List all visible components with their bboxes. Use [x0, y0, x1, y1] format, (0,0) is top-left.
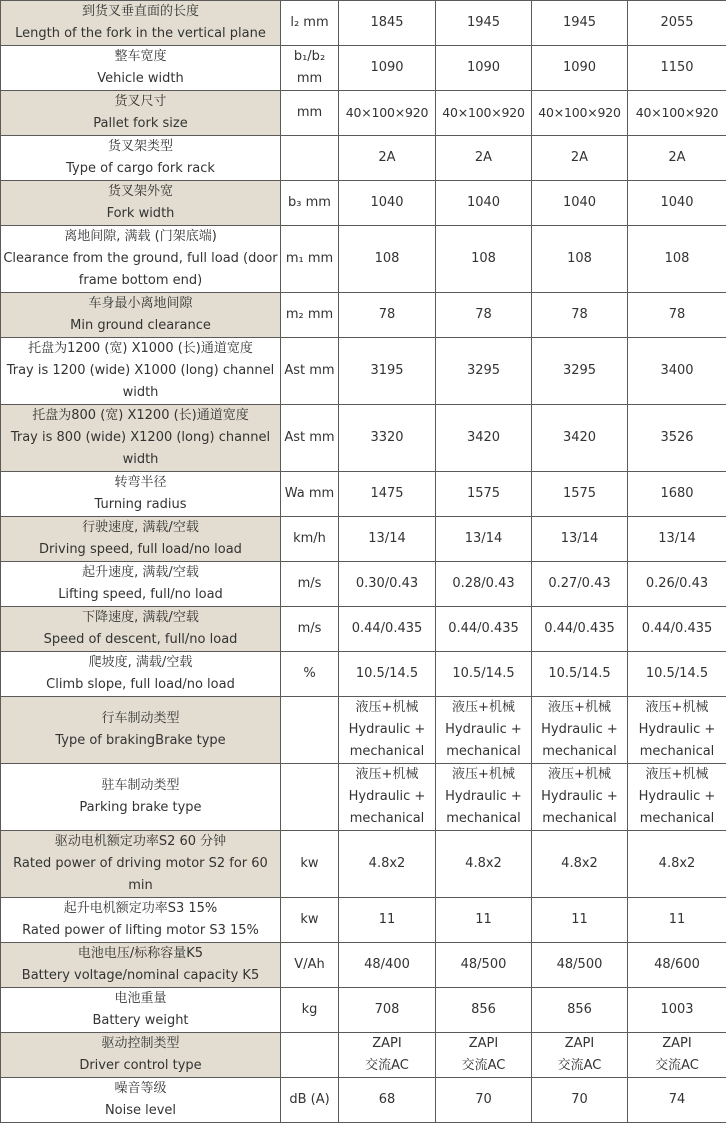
value-cell: 856	[532, 988, 628, 1033]
value-cell: 1945	[532, 1, 628, 46]
param-cell: 货叉架类型 Type of cargo fork rack	[1, 136, 281, 181]
value-cell: 2A	[628, 136, 726, 181]
value-cell: 4.8x2	[628, 831, 726, 898]
param-cell: 下降速度, 满载/空载 Speed of descent, full/no load	[1, 607, 281, 652]
value-cell: 48/600	[628, 943, 726, 988]
value-cell: 78	[339, 293, 436, 338]
value-cell: 108	[628, 226, 726, 293]
value-cell: 1040	[532, 181, 628, 226]
value-cell: 40×100×920	[339, 91, 436, 136]
value-cell: 3400	[628, 338, 726, 405]
value-cell: 1845	[339, 1, 436, 46]
unit-cell: km/h	[281, 517, 339, 562]
value-cell: 78	[436, 293, 532, 338]
value-cell: 液压+机械 Hydraulic + mechanical	[436, 764, 532, 831]
unit-cell: dB (A)	[281, 1078, 339, 1123]
value-cell: 10.5/14.5	[436, 652, 532, 697]
unit-cell: Ast mm	[281, 338, 339, 405]
value-cell: 液压+机械 Hydraulic + mechanical	[532, 697, 628, 764]
param-cell: 驱动电机额定功率S2 60 分钟 Rated power of driving motor S2 for 60 min	[1, 831, 281, 898]
value-cell: 液压+机械 Hydraulic + mechanical	[532, 764, 628, 831]
value-cell: 4.8x2	[532, 831, 628, 898]
value-cell: 3295	[436, 338, 532, 405]
value-cell: 0.26/0.43	[628, 562, 726, 607]
value-cell: 856	[436, 988, 532, 1033]
unit-cell: mm	[281, 91, 339, 136]
value-cell: 0.28/0.43	[436, 562, 532, 607]
param-cell: 货叉架外宽 Fork width	[1, 181, 281, 226]
table-row	[1, 943, 726, 988]
table-row	[1, 136, 726, 181]
unit-cell: kg	[281, 988, 339, 1033]
value-cell: 2A	[436, 136, 532, 181]
value-cell: 68	[339, 1078, 436, 1123]
value-cell: 11	[436, 898, 532, 943]
value-cell: 3295	[532, 338, 628, 405]
unit-cell: kw	[281, 898, 339, 943]
table-row	[1, 91, 726, 136]
value-cell: 2A	[532, 136, 628, 181]
value-cell: 1575	[532, 472, 628, 517]
value-cell: 40×100×920	[628, 91, 726, 136]
unit-cell	[281, 1033, 339, 1078]
table-row	[1, 607, 726, 652]
unit-cell: V/Ah	[281, 943, 339, 988]
param-cell: 货叉尺寸 Pallet fork size	[1, 91, 281, 136]
value-cell: 70	[436, 1078, 532, 1123]
value-cell: 13/14	[628, 517, 726, 562]
unit-cell: m/s	[281, 607, 339, 652]
param-cell: 驻车制动类型 Parking brake type	[1, 764, 281, 831]
table-row	[1, 517, 726, 562]
unit-cell	[281, 697, 339, 764]
unit-cell: l₂ mm	[281, 1, 339, 46]
table-row	[1, 1, 726, 46]
value-cell: 0.27/0.43	[532, 562, 628, 607]
value-cell: 0.44/0.435	[532, 607, 628, 652]
value-cell: 48/500	[532, 943, 628, 988]
value-cell: 3320	[339, 405, 436, 472]
value-cell: 78	[532, 293, 628, 338]
value-cell: ZAPI 交流AC	[436, 1033, 532, 1078]
value-cell: 11	[532, 898, 628, 943]
value-cell: 3420	[436, 405, 532, 472]
value-cell: ZAPI 交流AC	[532, 1033, 628, 1078]
value-cell: ZAPI 交流AC	[628, 1033, 726, 1078]
unit-cell	[281, 136, 339, 181]
param-cell: 到货叉垂直面的长度 Length of the fork in the vertical plane	[1, 1, 281, 46]
table-row	[1, 1033, 726, 1078]
param-cell: 托盘为1200 (宽) X1000 (长)通道宽度 Tray is 1200 (wide) X1000 (long) channel width	[1, 338, 281, 405]
param-cell: 整车宽度 Vehicle width	[1, 46, 281, 91]
param-cell: 行驶速度, 满载/空载 Driving speed, full load/no load	[1, 517, 281, 562]
value-cell: 13/14	[436, 517, 532, 562]
param-cell: 噪音等级 Noise level	[1, 1078, 281, 1123]
table-row	[1, 1078, 726, 1123]
table-row	[1, 898, 726, 943]
value-cell: 液压+机械 Hydraulic + mechanical	[339, 764, 436, 831]
value-cell: 液压+机械 Hydraulic + mechanical	[628, 764, 726, 831]
value-cell: 1475	[339, 472, 436, 517]
table-row	[1, 46, 726, 91]
value-cell: 48/400	[339, 943, 436, 988]
value-cell: 3195	[339, 338, 436, 405]
table-row	[1, 831, 726, 898]
value-cell: 1040	[628, 181, 726, 226]
value-cell: 4.8x2	[436, 831, 532, 898]
value-cell: 1575	[436, 472, 532, 517]
value-cell: 1040	[436, 181, 532, 226]
unit-cell: Wa mm	[281, 472, 339, 517]
unit-cell: Ast mm	[281, 405, 339, 472]
table-row	[1, 988, 726, 1033]
table-row	[1, 472, 726, 517]
value-cell: 4.8x2	[339, 831, 436, 898]
value-cell: 1003	[628, 988, 726, 1033]
value-cell: 液压+机械 Hydraulic + mechanical	[436, 697, 532, 764]
value-cell: 13/14	[532, 517, 628, 562]
value-cell: 1040	[339, 181, 436, 226]
unit-cell: b₁/b₂ mm	[281, 46, 339, 91]
value-cell: 10.5/14.5	[532, 652, 628, 697]
value-cell: 108	[339, 226, 436, 293]
value-cell: 1090	[436, 46, 532, 91]
value-cell: 11	[339, 898, 436, 943]
table-row	[1, 181, 726, 226]
value-cell: 70	[532, 1078, 628, 1123]
unit-cell	[281, 764, 339, 831]
value-cell: 108	[436, 226, 532, 293]
param-cell: 起升速度, 满载/空载 Lifting speed, full/no load	[1, 562, 281, 607]
value-cell: 3526	[628, 405, 726, 472]
table-row	[1, 764, 726, 831]
value-cell: 0.30/0.43	[339, 562, 436, 607]
unit-cell: m₁ mm	[281, 226, 339, 293]
param-cell: 爬坡度, 满载/空载 Climb slope, full load/no load	[1, 652, 281, 697]
unit-cell: b₃ mm	[281, 181, 339, 226]
value-cell: ZAPI 交流AC	[339, 1033, 436, 1078]
value-cell: 11	[628, 898, 726, 943]
value-cell: 40×100×920	[436, 91, 532, 136]
value-cell: 液压+机械 Hydraulic + mechanical	[339, 697, 436, 764]
param-cell: 离地间隙, 满载 (门架底端) Clearance from the ground, full load (door frame bottom end)	[1, 226, 281, 293]
table-row	[1, 652, 726, 697]
value-cell: 74	[628, 1078, 726, 1123]
value-cell: 708	[339, 988, 436, 1033]
unit-cell: kw	[281, 831, 339, 898]
table-row	[1, 293, 726, 338]
value-cell: 液压+机械 Hydraulic + mechanical	[628, 697, 726, 764]
unit-cell: %	[281, 652, 339, 697]
value-cell: 10.5/14.5	[339, 652, 436, 697]
table-row	[1, 562, 726, 607]
param-cell: 车身最小离地间隙 Min ground clearance	[1, 293, 281, 338]
value-cell: 3420	[532, 405, 628, 472]
table-row	[1, 226, 726, 293]
value-cell: 2A	[339, 136, 436, 181]
value-cell: 10.5/14.5	[628, 652, 726, 697]
value-cell: 0.44/0.435	[628, 607, 726, 652]
param-cell: 转弯半径 Turning radius	[1, 472, 281, 517]
value-cell: 1090	[339, 46, 436, 91]
value-cell: 1090	[532, 46, 628, 91]
param-cell: 电池电压/标称容量K5 Battery voltage/nominal capacity K5	[1, 943, 281, 988]
table-row	[1, 338, 726, 405]
value-cell: 1680	[628, 472, 726, 517]
param-cell: 驱动控制类型 Driver control type	[1, 1033, 281, 1078]
value-cell: 40×100×920	[532, 91, 628, 136]
value-cell: 48/500	[436, 943, 532, 988]
value-cell: 1945	[436, 1, 532, 46]
value-cell: 0.44/0.435	[339, 607, 436, 652]
value-cell: 2055	[628, 1, 726, 46]
param-cell: 行车制动类型 Type of brakingBrake type	[1, 697, 281, 764]
value-cell: 108	[532, 226, 628, 293]
param-cell: 托盘为800 (宽) X1200 (长)通道宽度 Tray is 800 (wide) X1200 (long) channel width	[1, 405, 281, 472]
unit-cell: m₂ mm	[281, 293, 339, 338]
table-row	[1, 405, 726, 472]
param-cell: 起升电机额定功率S3 15% Rated power of lifting motor S3 15%	[1, 898, 281, 943]
value-cell: 1150	[628, 46, 726, 91]
param-cell: 电池重量 Battery weight	[1, 988, 281, 1033]
value-cell: 0.44/0.435	[436, 607, 532, 652]
table-row	[1, 697, 726, 764]
unit-cell: m/s	[281, 562, 339, 607]
value-cell: 13/14	[339, 517, 436, 562]
value-cell: 78	[628, 293, 726, 338]
